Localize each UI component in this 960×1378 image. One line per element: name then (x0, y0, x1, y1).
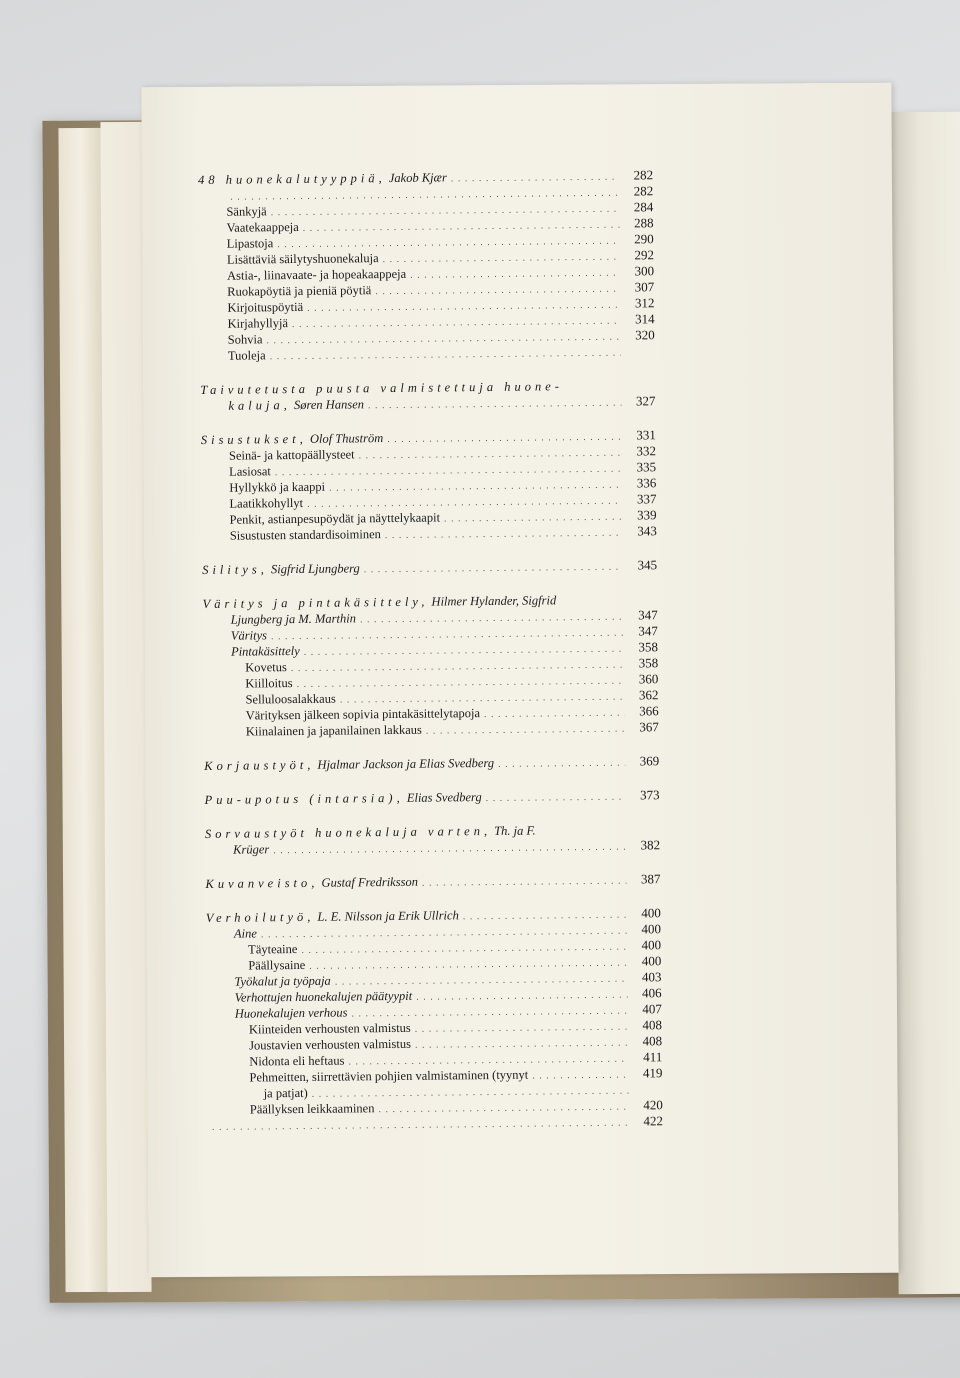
leader-dots (498, 758, 625, 771)
entry-title: Huonekalujen verhous (234, 1005, 348, 1021)
section-name: Väritys ja pintakäsittely, (202, 594, 429, 611)
entry-title: Päällyksen leikkaaminen (249, 1101, 375, 1117)
entry-title: Nidonta eli heftaus (249, 1053, 345, 1069)
section-author: Gustaf Fredriksson (318, 874, 418, 890)
entry-title: Kovetus (245, 660, 287, 675)
section-title (204, 789, 481, 808)
section-name: Puu-upotus (intarsia), (204, 790, 404, 807)
page-number: 407 (642, 1001, 662, 1017)
page-number: 400 (641, 905, 661, 921)
entry-title: Pintakäsittely (230, 643, 300, 659)
page-number: 307 (634, 279, 655, 295)
page-number: 358 (638, 639, 659, 655)
leader-dots (385, 528, 623, 542)
entry-title: Seinä- ja kattopäällysteet (228, 447, 355, 463)
page-number: 360 (638, 671, 659, 687)
entry-title: Sänkyjä (226, 204, 267, 219)
entry-title: Lasiosat (229, 464, 271, 479)
entry-title: Värityksen jälkeen sopivia pintakäsittelytapoja (245, 706, 481, 723)
section-author: Ljungberg ja M. Marthin (230, 611, 356, 627)
leader-dots (532, 1070, 628, 1083)
entry-title: Ruokapöytiä ja pieniä pöytiä (227, 283, 372, 299)
page-number: 419 (642, 1065, 663, 1081)
entry-title: Lisättäviä säilytyshuonekaluja (226, 251, 379, 267)
entry-title: Kirjoituspöytiä (227, 299, 304, 315)
entry-title: Pehmeitten, siirrettävien pohjien valmistaminen (tyynyt (249, 1067, 529, 1085)
page-number: 284 (633, 199, 654, 215)
section-name: Kuvanveisto, (205, 875, 319, 891)
page-number: 347 (638, 623, 658, 639)
section-author: Elias Svedberg (403, 790, 482, 805)
leader-dots (426, 724, 625, 738)
entry-title: Lipastoja (226, 236, 274, 251)
entry-title: Kiinteiden verhousten valmistus (248, 1020, 411, 1037)
section-name: Taivutetusta puusta valmistettuja huone- (200, 379, 563, 397)
page-number: 420 (643, 1097, 663, 1113)
entry-title: Kiinalainen ja japanilainen lakkaus (245, 722, 422, 739)
section-author: Krüger (233, 842, 270, 857)
page-number: 336 (636, 475, 657, 491)
page-number: 282 (633, 183, 654, 199)
entry-title: Tuoleja (227, 348, 266, 363)
page-number: 400 (641, 921, 662, 937)
section-title (202, 560, 360, 578)
page-number: 312 (634, 295, 655, 311)
page-number: 347 (638, 607, 658, 623)
section-title (201, 430, 384, 448)
entry-title: Sohvia (227, 332, 263, 347)
page-number: 408 (642, 1033, 663, 1049)
section-author: Th. ja F. (490, 823, 536, 838)
entry-title: Täyteaine (248, 942, 298, 957)
section-author: Hjalmar Jackson ja Elias Svedberg (314, 755, 495, 772)
entry-title: Astia-, liinavaate- ja hopeakaappeja (227, 266, 407, 283)
page-number: 331 (636, 427, 656, 443)
section-name: Korjaustyöt, (204, 757, 315, 773)
entry-title: Kirjahyllyjä (227, 316, 289, 331)
leader-dots (422, 876, 627, 890)
entry-title: Selluloosalakkaus (245, 691, 336, 707)
section-author: Hilmer Hylander, Sigfrid (428, 593, 557, 609)
page-number: 367 (639, 719, 659, 735)
page-number: 403 (641, 969, 662, 985)
section-title (205, 874, 418, 892)
page-number: 339 (637, 507, 657, 523)
section-author: Olof Thuström (306, 431, 384, 446)
page-number: 387 (640, 871, 661, 887)
entry-title: Päällysaine (248, 957, 306, 973)
section-name: 48 huonekalutyyppiä, (198, 171, 386, 187)
entry-title: Verhottujen huonekalujen päätyypit (234, 988, 413, 1005)
page-number: 422 (643, 1113, 664, 1129)
page-number: 288 (633, 215, 654, 231)
leader-dots (486, 792, 626, 805)
section-title-cont (228, 396, 364, 413)
page-number: 320 (635, 327, 655, 343)
section-author: Jakob Kjær (385, 170, 447, 186)
entry-title: Aine (233, 926, 257, 941)
section-name: Silitys, (202, 562, 268, 577)
page-number: 327 (635, 393, 656, 409)
entry-title: Vaatekaappeja (226, 219, 299, 235)
page-number: 362 (638, 687, 659, 703)
page-number: 337 (636, 491, 657, 507)
section-name: Verhoilutyö, (205, 909, 315, 925)
section-title-cont (233, 841, 269, 857)
section-title (204, 755, 494, 774)
entry-title: Hyllykkö ja kaappi (229, 479, 326, 495)
page-number: 369 (639, 753, 660, 769)
section-name: Sisustukset, (200, 431, 307, 447)
page-number: 373 (639, 787, 660, 803)
page-number: 290 (634, 231, 654, 247)
page-number: 411 (643, 1049, 663, 1065)
page-number: 300 (634, 263, 655, 279)
section-author: Sigfrid Ljungberg (267, 561, 360, 577)
page-number: 382 (640, 837, 661, 853)
page-number: 343 (637, 523, 657, 539)
section-author: L. E. Nilsson ja Erik Ullrich (314, 908, 459, 924)
entry-title: Kiilloitus (245, 676, 293, 691)
page-number: 345 (637, 557, 658, 573)
entry-title: Penkit, astianpesupöydät ja näyttelykaapit (229, 510, 441, 527)
page-number: 400 (641, 953, 662, 969)
entry-title: Työkalut ja työpaja (234, 973, 331, 989)
section-name: kaluja, (228, 398, 291, 413)
entry-title: Väritys (230, 628, 268, 643)
section-name: Sorvaustyöt huonekaluja varten, (204, 823, 492, 841)
page-number: 400 (641, 937, 662, 953)
entry-title: Sisustusten standardisoiminen (229, 527, 381, 543)
facing-page-edge (891, 112, 960, 1294)
page-number: 314 (634, 311, 655, 327)
page-number: 406 (642, 985, 662, 1001)
page-number: 282 (633, 167, 654, 183)
page-number: 408 (642, 1017, 663, 1033)
page-number: 358 (638, 655, 659, 671)
entry-title: Laatikkohyllyt (229, 495, 304, 511)
entry-title: ja patjat) (263, 1085, 308, 1101)
page-number: 292 (634, 247, 654, 263)
page-number: 332 (636, 443, 657, 459)
page-number: 335 (636, 459, 657, 475)
table-of-contents (198, 167, 663, 1134)
entry-title: Joustavien verhousten valmistus (249, 1036, 412, 1053)
section-title-cont (231, 610, 356, 627)
page-number: 366 (639, 703, 659, 719)
section-author: Søren Hansen (290, 397, 365, 413)
